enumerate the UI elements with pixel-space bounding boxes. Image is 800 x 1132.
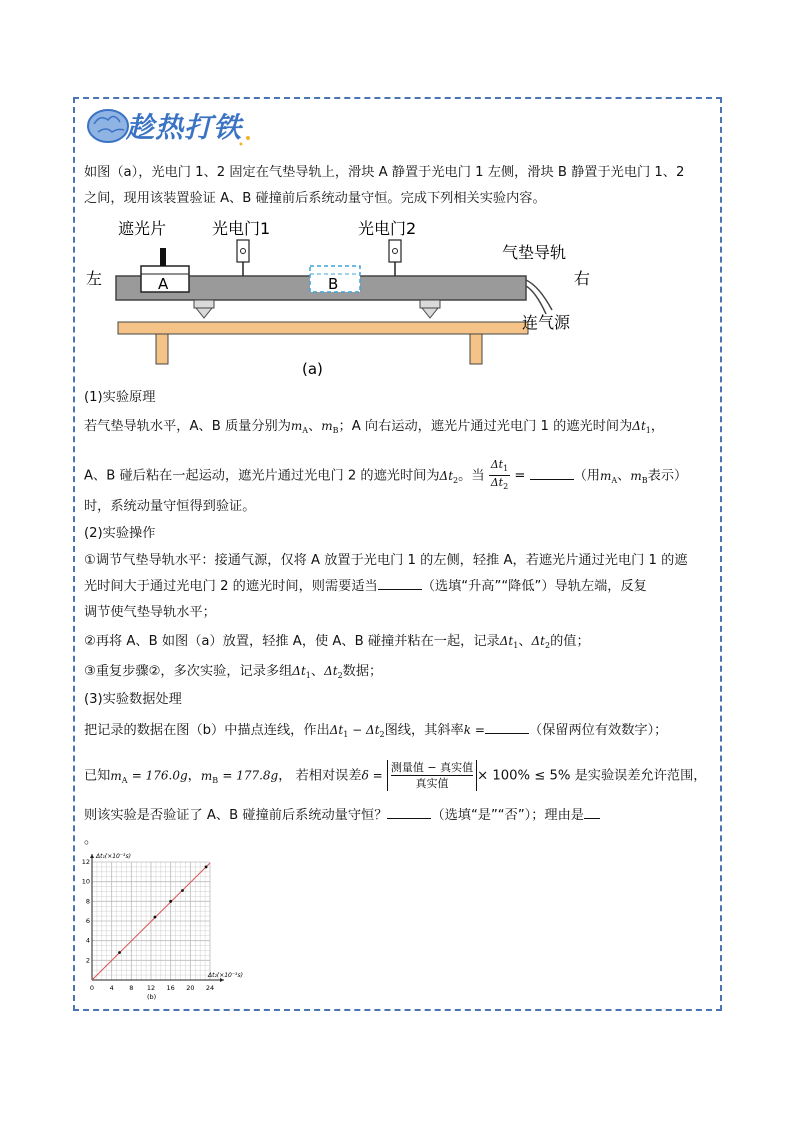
step-1-line-1: ①调节气垫导轨水平：接通气源，仅将 A 放置于光电门 1 的左侧，轻推 A，若遮光片通过光电门 1 的遮 (84, 553, 688, 568)
step-1-line-2: 光时间大于通过光电门 2 的遮光时间，则需要适当 （选填“升高”“降低”）导轨左端，反复 (84, 579, 647, 594)
y-tick-label: 6 (85, 917, 90, 925)
answer-blank-ratio[interactable] (530, 467, 574, 480)
label-slider-a: A (158, 275, 169, 293)
label-slider-b: B (328, 275, 339, 293)
section-1-line-1: 若气垫导轨水平，A、B 质量分别为$m_A$、$m_B$；A 向右运动，遮光片通过光电门 1 的遮光时间为$\Delta t_1$， (84, 419, 665, 435)
y-axis-label: Δt₁(×10⁻³s) (96, 853, 131, 860)
x-axis-label: Δt₂(×10⁻³s) (208, 972, 243, 979)
section-3-line-2: 已知$m_A = 176.0g$，$m_B = 177.8g$， 若相对误差δ = $\frac{\text{测量值 − 真实值}}{\text{真实值}}\times 100\% \le 5\%$ 是实验误差允许范围， (84, 761, 707, 790)
data-point (169, 900, 172, 903)
section-1-line-3: 时，系统动量守恒得到验证。 (84, 499, 256, 514)
label-right: 右 (574, 269, 591, 288)
label-gate-2: 光电门2 (358, 219, 417, 238)
label-shade: 遮光片 (118, 219, 167, 238)
answer-blank-reason[interactable] (584, 806, 600, 819)
x-tick-label: 8 (129, 984, 134, 992)
data-point (118, 951, 121, 954)
data-point (205, 866, 208, 869)
label-air-source: 连气源 (522, 313, 571, 332)
label-left: 左 (86, 269, 103, 288)
section-1-line-2: A、B 碰后粘在一起运动，遮光片通过光电门 2 的遮光时间为$\Delta t_2$。当 $\frac{\Delta t_1}{\Delta t_2}$ = （用$m_A$、$m_B$表示） (84, 458, 688, 491)
y-tick-label: 4 (85, 936, 90, 945)
figure-b-caption: (b) (147, 993, 157, 1001)
y-tick-label: 8 (85, 897, 90, 906)
x-tick-label: 24 (205, 984, 215, 992)
section-2-heading: (2)实验操作 (84, 526, 156, 541)
section-3-line-3: 则该实验是否验证了 A、B 碰撞前后系统动量守恒？ （选填“是”“否”）；理由是 (84, 806, 600, 826)
figure-a-apparatus (84, 214, 604, 380)
intro-line-2: 之间，现用该装置验证 A、B 碰撞前后系统动量守恒。完成下列相关实验内容。 (84, 191, 546, 206)
y-tick-label: 12 (81, 858, 90, 866)
x-tick-label: 20 (186, 984, 195, 992)
step-3-line: ③重复步骤②，多次实验，记录多组$\Delta t_1$、$\Delta t_2$数据； (84, 664, 383, 680)
figure-b-chart (81, 848, 264, 1010)
y-tick-label: 2 (85, 956, 90, 965)
answer-blank-verify[interactable] (387, 806, 431, 819)
label-track: 气垫导轨 (502, 243, 567, 262)
section-3-line-1: 把记录的数据在图（b）中描点连线，作出$\Delta t_1 - \Delta t_2$图线，其斜率k = （保留两位有效数字）； (84, 723, 668, 739)
data-point (154, 916, 157, 919)
x-tick-label: 12 (146, 984, 156, 992)
y-tick-label: 10 (81, 877, 90, 886)
label-gate-1: 光电门1 (212, 219, 271, 238)
figure-a-caption: (a) (302, 360, 323, 378)
x-tick-label: 16 (166, 984, 175, 992)
logo-title: 趁热打铁 (126, 111, 243, 144)
x-tick-label: 4 (109, 984, 114, 992)
section-3-heading: (3)实验数据处理 (84, 692, 182, 707)
x-tick-label: 0 (89, 984, 95, 992)
data-point (181, 889, 184, 892)
answer-blank-adjust[interactable] (378, 577, 422, 590)
step-1-line-3: 调节使气垫导轨水平； (84, 605, 216, 620)
intro-line-1: 如图（a），光电门 1、2 固定在气垫导轨上，滑块 A 静置于光电门 1 左侧，滑块 B 静置于光电门 1、2 (84, 165, 685, 180)
section-3-line-4: 。 (84, 832, 98, 847)
y-axis-arrow (90, 854, 94, 858)
section-1-heading: (1)实验原理 (84, 390, 156, 405)
step-2-line: ②再将 A、B 如图（a）放置，轻推 A，使 A、B 碰撞并粘在一起，记录$\Delta t_1$、$\Delta t_2$的值； (84, 634, 590, 650)
answer-blank-slope[interactable] (485, 721, 529, 734)
